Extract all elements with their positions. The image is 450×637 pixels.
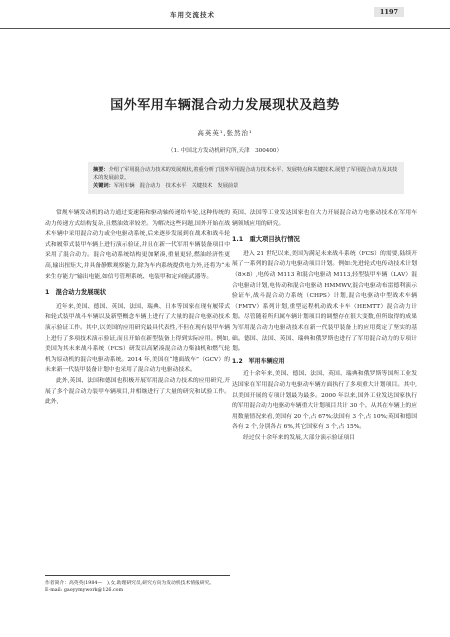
journal-name: 车用交流技术 [170,11,215,19]
author-email: E-mail: gaoyymywork@126.com [45,588,124,593]
section-1-2-paragraph: 近十余年来,美国、德国、法国、英国、瑞典和俄罗斯等国所工业发达国家在军用混合动力电驱动车辆方面执行了多项重大计划项目。其中,以美国开展的专项计划最为最多。2000 年以来,国外工业发达国家执行的军用混合动力电驱动车辆重大计划项目共计 30 个。从其在车辆上的应用数量情况来看,美国有 20 个,占 67%;法国有 3 个,占 10%;英国和德国各有 2 个,分别各占 6%,其它国家有 3 个,占 15%。 [232,371,417,431]
right-column [232,208,417,443]
keywords [93,182,399,190]
section-1-2-heading: 1.2 军用车辆应用 [232,357,285,365]
affiliation: （1. 中国北方发动机研究所,天津 300400） [167,148,283,154]
continued-paragraph: 英国、法国等工业发达国家也在大力开展混合动力电驱动技术在军用车辆领域应用的研究。 [232,210,417,227]
section-1-2-paragraph: 经过仅十余年来的发展,大部分演示验证项目 [243,434,355,441]
keywords-text: 军用车辆 混合动力 技术水平 关键技术 发展前景 [113,183,239,189]
authors: 高英英¹,张然治¹ [197,129,253,137]
keywords-label: 关键词： [93,183,114,189]
article-title: 国外军用车辆混合动力发展现状及趋势 [110,98,340,113]
abstract-text: 介绍了军用混合动力技术的发展现状,着重分析了国外军用混合动力技术水平、发展特点和关键技术,展望了军用混合动力及其技术的发展前景。 [93,167,398,181]
abstract-box [88,162,404,194]
section-1-heading: 1 混合动力发展现状 [45,289,107,297]
left-column [45,208,230,408]
abstract [93,166,399,182]
intro-paragraph: 常规车辆发动机的动力通过变速箱和驱动轴传递给车轮,这种传统的动力传递方式结构复杂,且燃油效率较差。为解决这些问题,国外开始在战术车辆中采用混合动力或全电驱动系统,后来逐步发展到在战术和战斗轮式和履带式装甲车辆上进行演示验证,并且在新一代军用车辆装备项目中采用了混合动力。混合电动系统结构更加紧凑,重量更轻,燃油经济性更高,输出扭矩大,并具备静默观察能力,除为车内系统提供电力外,还将为“未来生存能力”输出电能,如信号管理系统、电装甲和定向能武器等。 [45,210,230,280]
page-number: 1197 [374,7,404,17]
author-info: 作者简介：高英英(1984— ),女,助理研究员,研究方向为发动机技术情报研究。 [45,581,215,586]
footnote [45,575,230,594]
section-1-1-heading: 1.1 重大项目执行情况 [232,236,300,244]
section-1-1-paragraph: 进入 21 世纪以来,美国为满足未来战斗系统（FCS）的需要,陆续开展了一系列的混合动力电驱动项目计划。例如:先进轮式电传动技术计划（8×8）,电传动 M113 和混合电驱动 M113,轻型装甲车辆（LAV）混合电驱动计划,电传动和混合电驱动 HMMWV,混合电驱动布雷德利演示验证车,战斗混合动力系统（CHPS）计划,混合电驱动中型战术车辆（FMTV）系列计划,重型运程机动战术卡车（HEMTT）混合动力计划。尽管随着所归属车辆计划项目的调整存在很大变数,但所取得的成果为军用混合动力电驱动技术在新一代装甲装备上的应用奠定了坚实的基础。德国、法国、英国、瑞典和俄罗斯也进行了军用混合动力的专项计划。 [232,250,417,353]
section-1-paragraph: 近年来,美国、德国、英国、法国、瑞典、日本等国家在现有履带式和轮式装甲战斗车辆以及新型概念车辆上进行了大量的混合电驱动技术演示验证工作。其中,以美国的应用研究最具代表性,不但在现有装甲车辆上进行了多项技术演示验证,而且开始在新型装备上得到实际应用。例如,美国为其未来战斗系统（FCS）研发以高紧凑混合动力柴油机和燃气轮机为原动机的混合电驱动系统。2014 年,美国在“地面战车”（GCV）的未来新一代装甲装备计划中也采用了混合动力电驱动技术。 [45,303,230,374]
abstract-label: 摘要： [93,167,109,173]
page-header [0,0,450,29]
section-1-paragraph: 此外,英国、法国和德国也积极开展军用混合动力技术的应用研究,开展了多个混合动力装甲车辆项目,并相继进行了大量的研究和试验工作。此外, [45,377,230,406]
